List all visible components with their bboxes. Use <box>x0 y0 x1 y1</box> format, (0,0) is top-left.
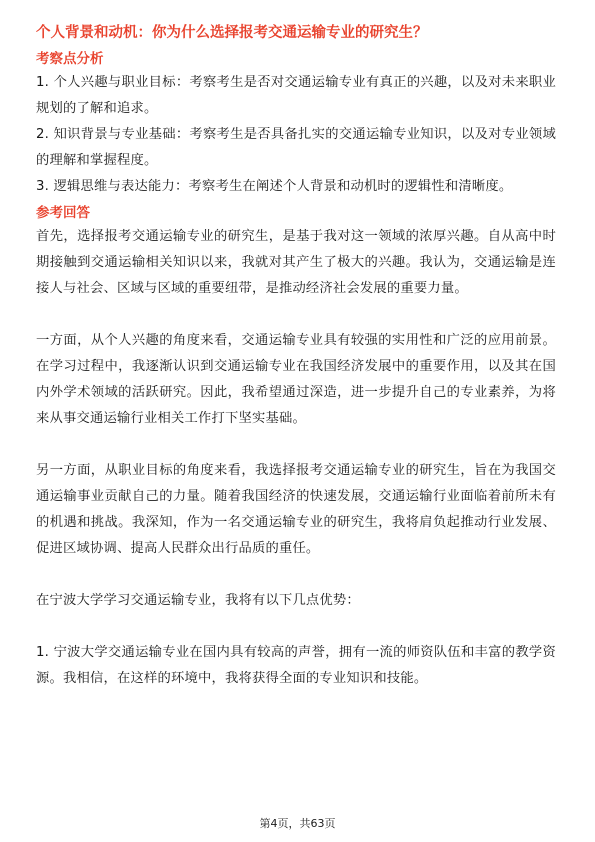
paragraph-gap <box>36 302 556 328</box>
answer-paragraph: 一方面，从个人兴趣的角度来看，交通运输专业具有较强的实用性和广泛的应用前景。在学习过程中，我逐渐认识到交通运输专业在我国经济发展中的重要作用，以及其在国内外学术领域的活跃研究。因此，我希望通过深造，进一步提升自己的专业素养，为将来从事交通运输行业相关工作打下坚实基础。 <box>36 333 556 426</box>
paragraph-gap <box>36 562 556 588</box>
analysis-item: 3. 逻辑思维与表达能力：考察考生在阐述个人背景和动机时的逻辑性和清晰度。 <box>36 179 513 194</box>
paragraph-gap <box>36 614 556 640</box>
answer-paragraph: 1. 宁波大学交通运输专业在国内具有较高的声誉，拥有一流的师资队伍和丰富的教学资源。我相信，在这样的环境中，我将获得全面的专业知识和技能。 <box>36 645 556 686</box>
answer-heading: 参考回答 <box>36 205 90 221</box>
analysis-heading: 考察点分析 <box>36 51 104 67</box>
document-page <box>36 22 556 692</box>
analysis-item: 2. 知识背景与专业基础：考察考生是否具备扎实的交通运输专业知识，以及对专业领域的理解和掌握程度。 <box>36 127 556 168</box>
answer-paragraph: 另一方面，从职业目标的角度来看，我选择报考交通运输专业的研究生，旨在为我国交通运输事业贡献自己的力量。随着我国经济的快速发展，交通运输行业面临着前所未有的机遇和挑战。我深知，作为一名交通运输专业的研究生，我将肩负起推动行业发展、促进区域协调、提高人民群众出行品质的重任。 <box>36 463 556 556</box>
page-number-footer: 第4页，共63页 <box>259 817 336 830</box>
analysis-item: 1. 个人兴趣与职业目标：考察考生是否对交通运输专业有真正的兴趣，以及对未来职业规划的了解和追求。 <box>36 75 556 116</box>
answer-paragraph: 在宁波大学学习交通运输专业，我将有以下几点优势： <box>36 593 360 608</box>
paragraph-gap <box>36 432 556 458</box>
question-title: 个人背景和动机：你为什么选择报考交通运输专业的研究生？ <box>36 25 428 41</box>
answer-paragraph: 首先，选择报考交通运输专业的研究生，是基于我对这一领域的浓厚兴趣。自从高中时期接触到交通运输相关知识以来，我就对其产生了极大的兴趣。我认为，交通运输是连接人与社会、区域与区域的重要纽带，是推动经济社会发展的重要力量。 <box>36 229 556 296</box>
